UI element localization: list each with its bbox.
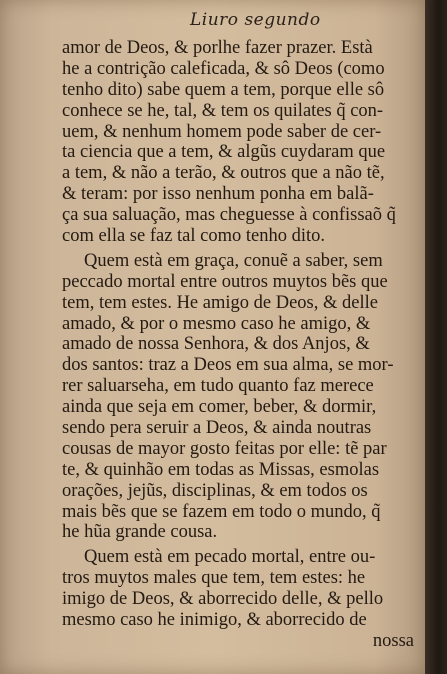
running-head: Liuro segundo — [190, 10, 321, 30]
text-line: tem, tem estes. He amigo de Deos, & delle — [62, 292, 378, 313]
text-line: uem, & nenhum homem pode saber de cer- — [62, 121, 382, 142]
page-gutter — [425, 0, 447, 674]
text-line: amor de Deos, & porlhe fazer prazer. Està — [62, 38, 373, 58]
text-line: cousas de mayor gosto feitas por elle: tẽ par — [62, 438, 387, 459]
text-line: sendo pera seruir a Deos, & ainda noutras — [62, 418, 372, 439]
text-line: he a contrição caleficada, & sô Deos (como — [62, 58, 385, 79]
text-line: tros muytos males que tem, tem estes: he — [62, 568, 366, 589]
text-line: Quem està em pecado mortal, entre ou- — [84, 547, 376, 568]
text-line: ta ciencia que a tem, & algũs cuydaram que — [62, 142, 386, 163]
text-line: ça sua saluação, mas cheguesse à confissaõ q̃ — [62, 205, 396, 226]
paragraph-2 — [62, 251, 418, 543]
text-line: amado de nossa Senhora, & dos Anjos, & — [62, 334, 370, 355]
text-line: com ella se faz tal como tenho dito. — [62, 226, 326, 247]
paragraph-3 — [62, 547, 418, 651]
body-text — [62, 38, 418, 652]
text-line: te, & quinhão em todas as Missas, esmolas — [62, 459, 380, 480]
text-line: tenho dito) sabe quem a tem, porque elle sô — [62, 79, 385, 100]
text-line: a tem, & não a terão, & outros que a não tẽ, — [62, 163, 385, 184]
text-line: amado, & por o mesmo caso he amigo, & — [62, 313, 371, 334]
text-line: dos santos: traz a Deos em sua alma, se mor- — [62, 355, 394, 376]
text-line: mais bẽs que se fazem em todo o mundo, q̃ — [62, 501, 381, 522]
text-line: Quem està em graça, conuẽ a saber, sem — [84, 250, 383, 271]
text-line: orações, jejũs, disciplinas, & em todos os — [62, 480, 368, 501]
text-line: imigo de Deos, & aborrecido delle, & pello — [62, 589, 384, 610]
text-line: & teram: por isso nenhum ponha em balã- — [62, 184, 374, 205]
text-line: rer saluarseha, em tudo quanto faz merece — [62, 376, 374, 397]
paragraph-1 — [62, 38, 418, 247]
text-line: mesmo caso he inimigo, & aborrecido de — [62, 610, 367, 631]
text-line: peccado mortal entre outros muytos bẽs que — [62, 271, 388, 292]
text-line: ainda que seja em comer, beber, & dormir, — [62, 397, 377, 418]
text-line: conhece se he, tal, & tem os quilates q̃ con- — [62, 100, 384, 121]
text-line: nossa — [372, 630, 414, 651]
text-line: he hũa grande cousa. — [62, 522, 218, 543]
